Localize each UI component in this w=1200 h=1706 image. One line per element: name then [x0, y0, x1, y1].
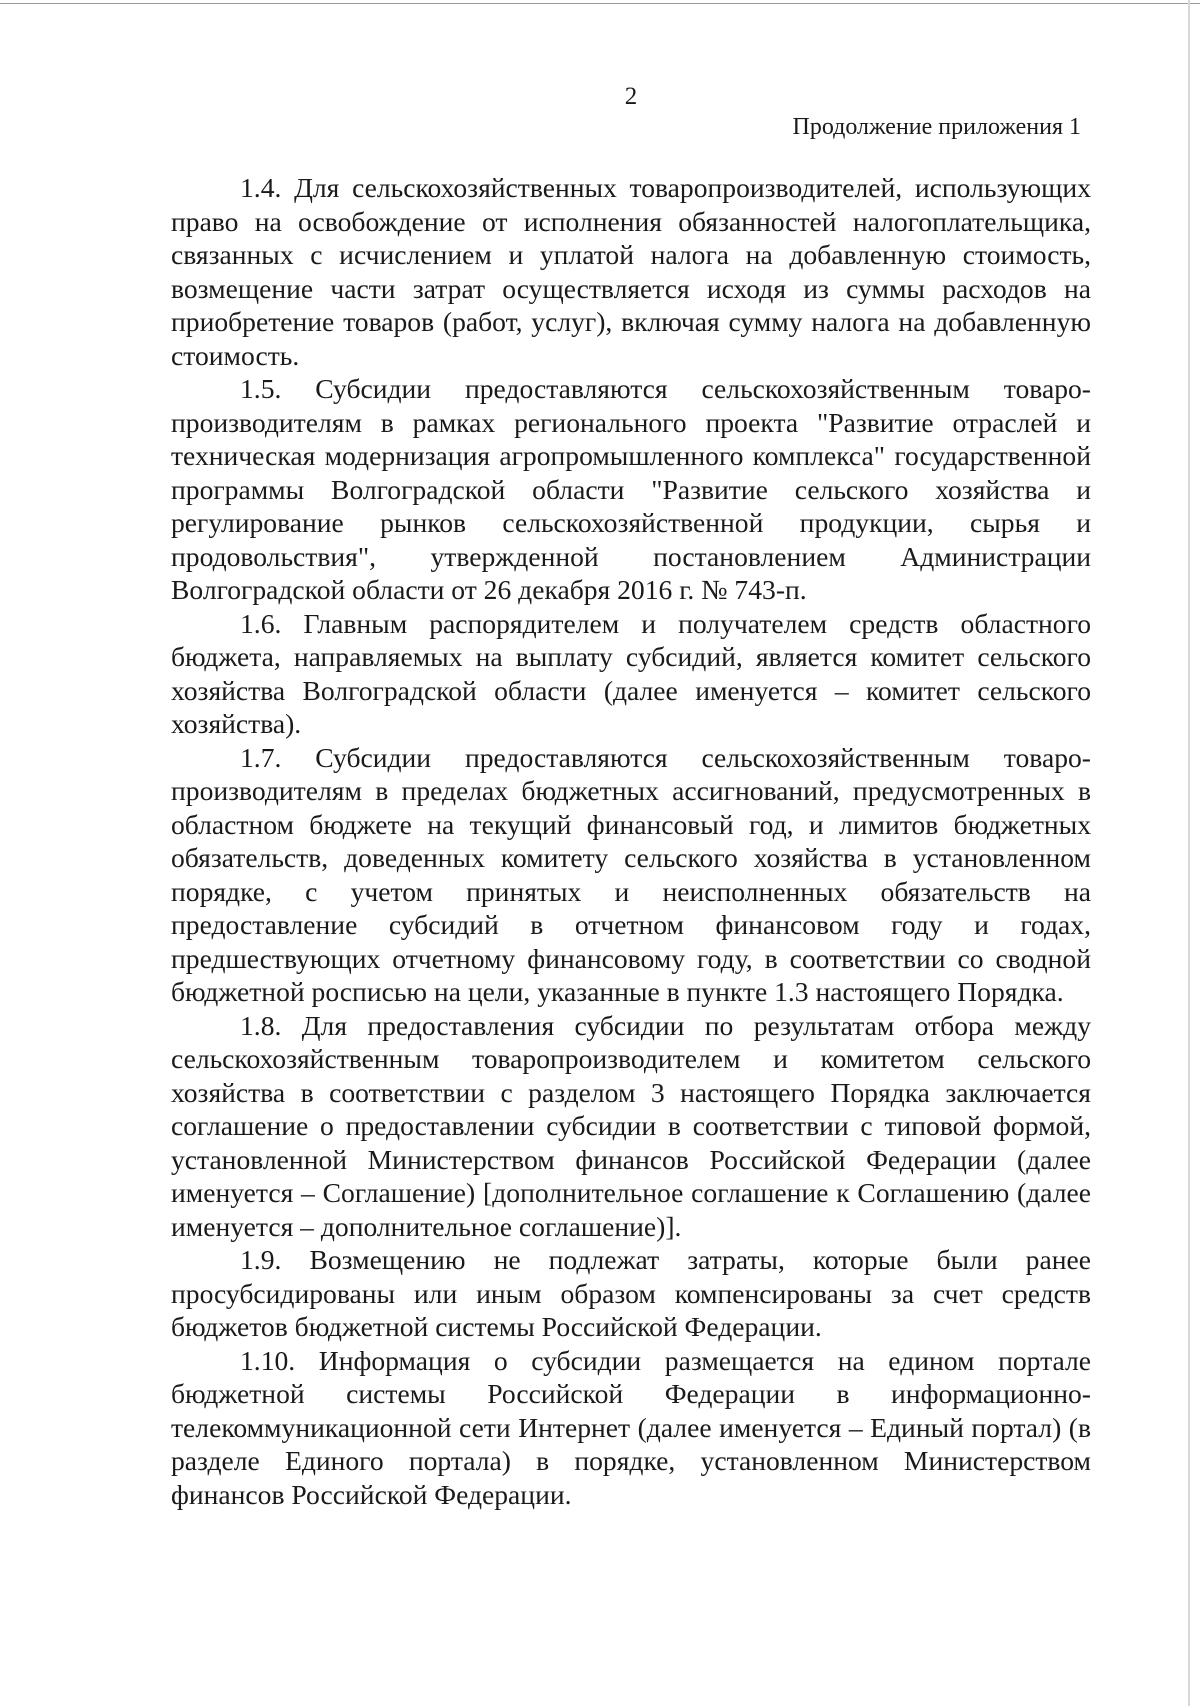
paragraph-1-4: 1.4. Для сельскохозяйственных товаропроизводителей, использующих право на освобождение от исполнения обязанностей налогоплательщика, связанных с исчислением и уплатой налога на добавленную стоимость, возмещение части затрат осуществляется исходя из суммы расходов на приобретение товаров (работ, услуг), включая сумму налога на добавленную стоимость. [171, 172, 1091, 371]
scan-shadow-edge [1188, 0, 1190, 1706]
paragraph-1-9: 1.9. Возмещению не подлежат затраты, которые были ранее просубсидированы или иным образом компенсированы за счет средств бюджетов бюджетной системы Российской Федерации. [171, 1244, 1091, 1342]
annex-continuation-note: Продолжение приложения 1 [792, 114, 1081, 140]
document-body [171, 171, 1091, 1511]
paragraph-1-6: 1.6. Главным распорядителем и получателем средств областного бюджета, направляемых на выплату субсидий, является комитет сельского хозяйства Волгоградской области (далее именуется – комитет сельского хозяйства). [171, 607, 1091, 739]
paragraph-1-8: 1.8. Для предоставления субсидии по результатам отбора между сельскохозяйственным товаропроизводителем и комитетом сельского хозяйства в соответствии с разделом 3 настоящего Порядка заключается соглашение о предоставлении субсидии в соответствии с типовой формой, установленной Министерством финансов Российской Федерации (далее именуется – Соглашение) [дополнительное соглашение к Соглашению (далее именуется – дополнительное соглашение)]. [171, 1009, 1091, 1242]
paragraph-1-10: 1.10. Информация о субсидии размещается на едином портале бюджетной системы Российской Федерации в информационно-телекоммуникационной сети Интернет (далее именуется – Единый портал) (в разделе Единого портала) в порядке, установленном Министерством финансов Российской Федерации. [171, 1344, 1091, 1510]
scan-edge-line [0, 3, 1200, 4]
page-number: 2 [624, 83, 638, 110]
paragraph-1-5: 1.5. Субсидии предоставляются сельскохозяйственным товаропроизводителям в рамках регионального проекта "Развитие отраслей и техническая модернизация агропромышленного комплекса" государственной программы Волгоградской области "Развитие сельского хозяйства и регулирование рынков сельскохозяйственной продукции, сырья и продовольствия", утвержденной постановлением Администрации Волгоградской области от 26 декабря 2016 г. № 743-п. [171, 373, 1091, 605]
paragraph-1-7: 1.7. Субсидии предоставляются сельскохозяйственным товаропроизводителям в пределах бюджетных ассигнований, предусмотренных в областном бюджете на текущий финансовый год, и лимитов бюджетных обязательств, доведенных комитету сельского хозяйства в установленном порядке, с учетом принятых и неисполненных обязательств на предоставление субсидий в отчетном финансовом году и годах, предшествующих отчетному финансовому году, в соответствии со сводной бюджетной росписью на цели, указанные в пункте 1.3 настоящего Порядка. [171, 741, 1091, 1007]
